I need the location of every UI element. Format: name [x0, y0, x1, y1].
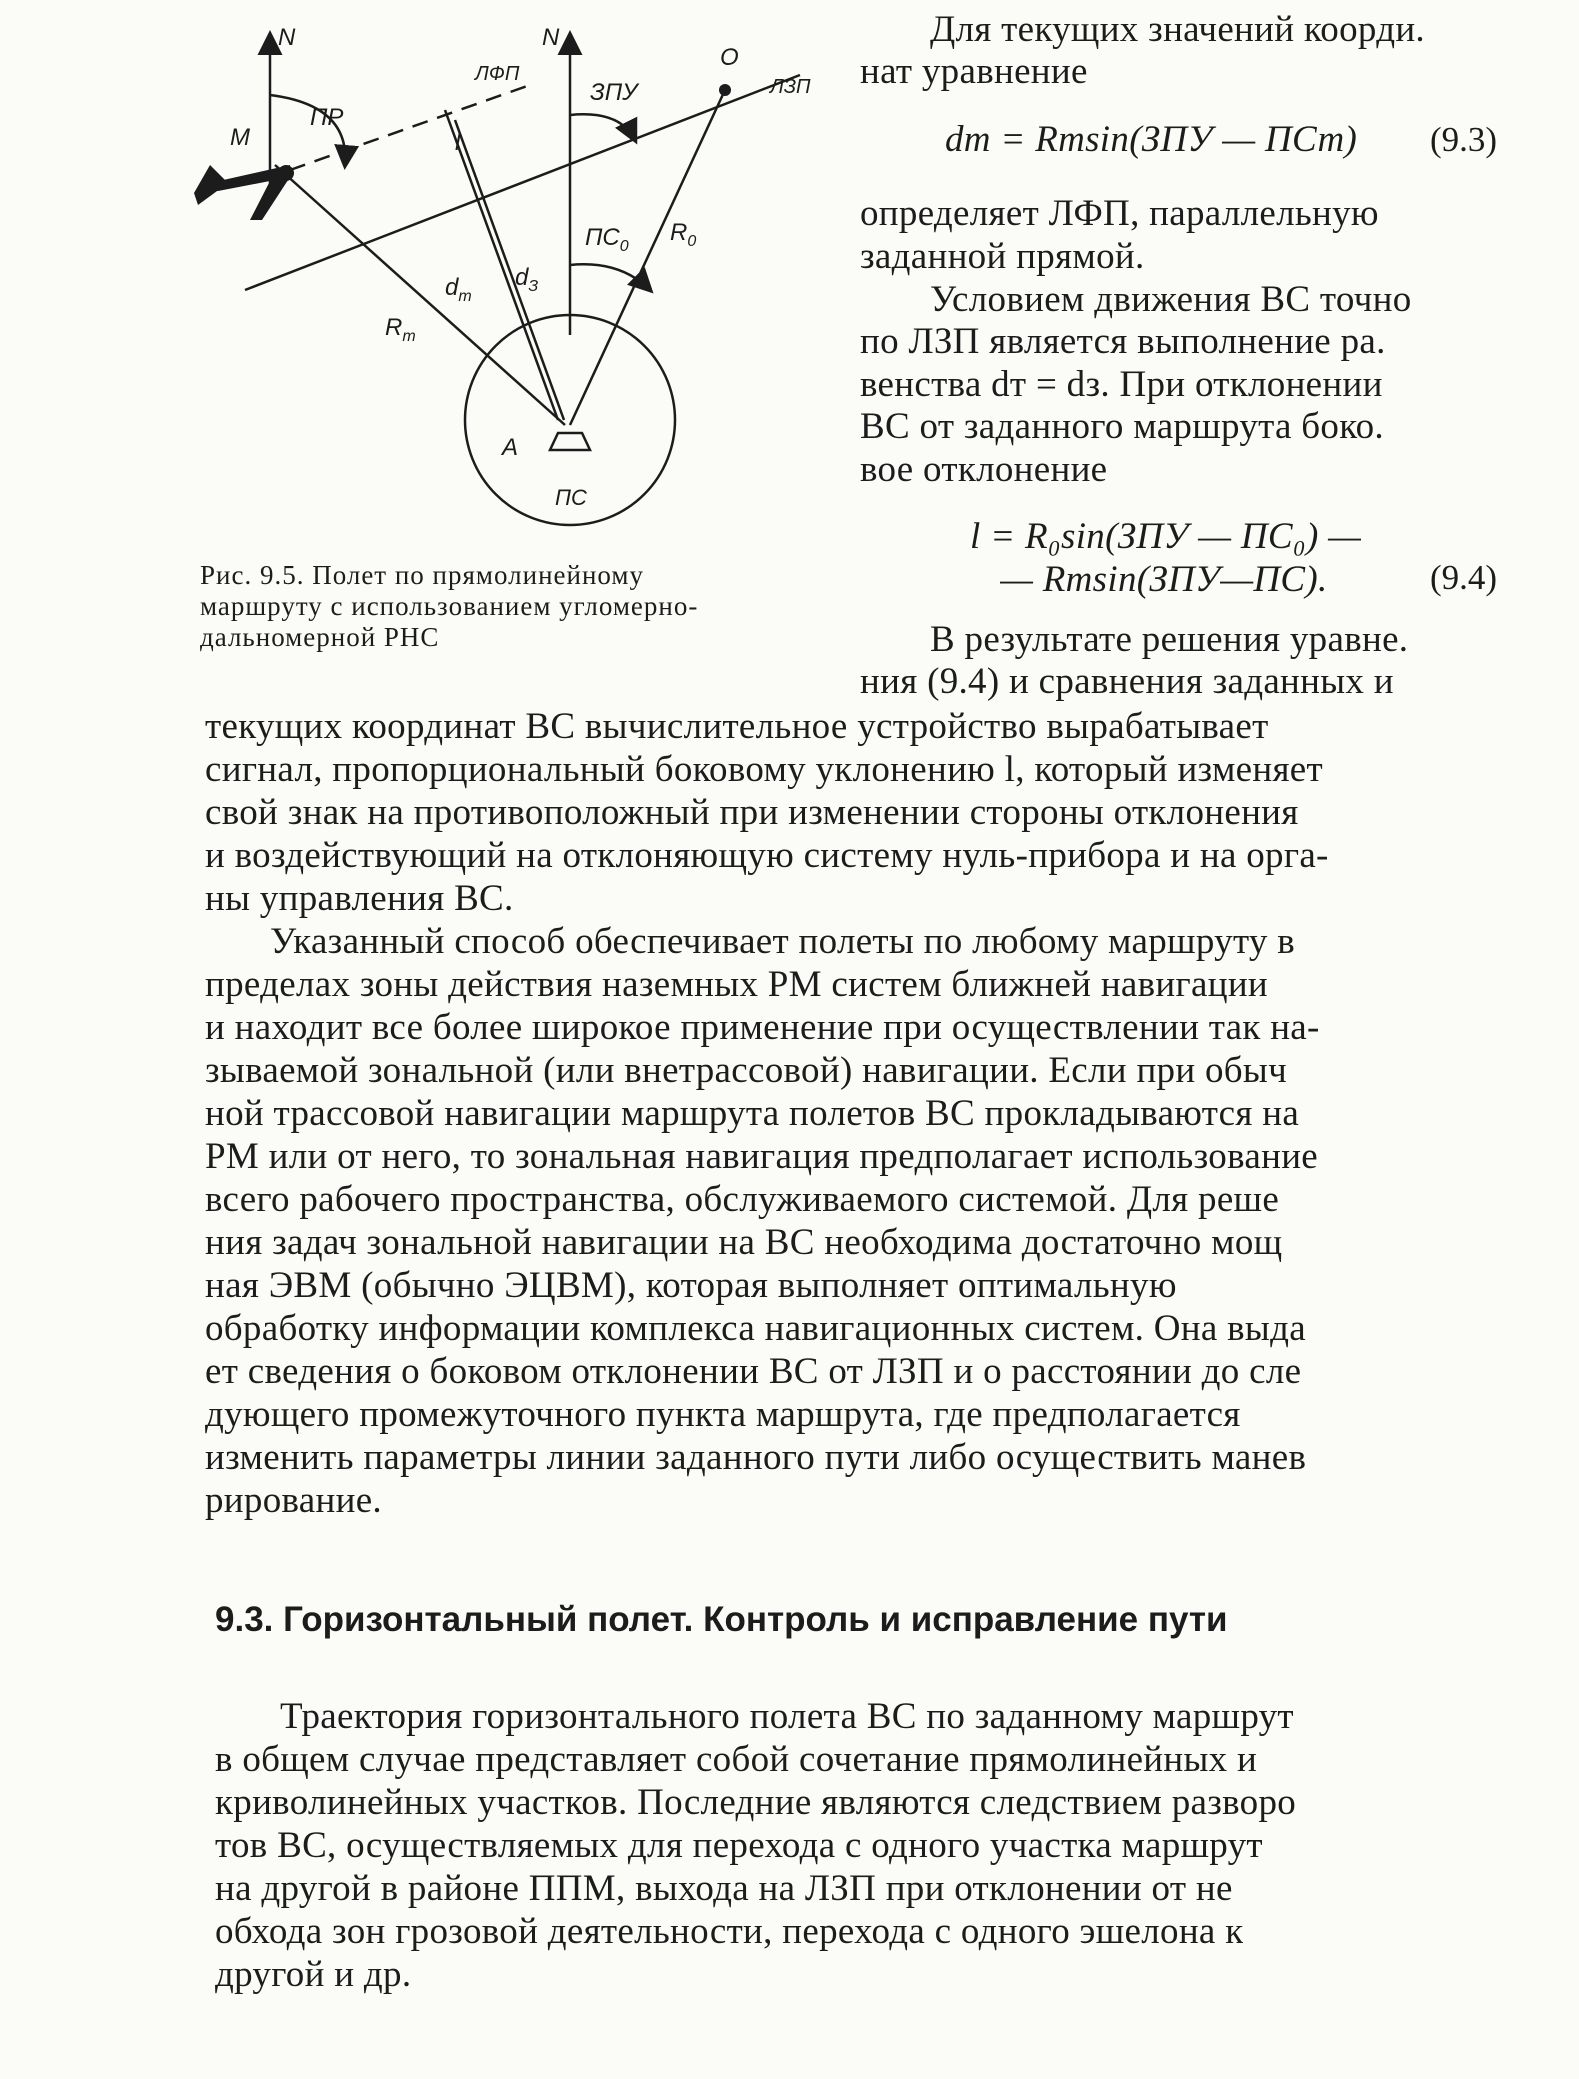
equation-9-4-line1: l = R₀sin(ЗПУ — ПС₀) —: [970, 516, 1362, 557]
label-l: l: [455, 129, 461, 156]
label-n-left: N: [278, 24, 296, 51]
caption-line: маршруту с использованием угломерно-: [200, 591, 699, 621]
label-dt: $d_т$: [445, 274, 472, 305]
station-symbol: [550, 433, 590, 450]
text-line: изменить параметры линии заданного пути либо осуществить манев: [205, 1437, 1307, 1478]
label-m: М: [230, 124, 250, 151]
label-ps0: $ПС_0$: [585, 224, 629, 255]
text-line: ной трассовой навигации маршрута полетов ВС прокладываются на: [205, 1093, 1300, 1134]
text-line: текущих координат ВС вычислительное устройство вырабатывает: [205, 706, 1269, 747]
label-lfp: ЛФП: [475, 63, 520, 85]
text-line: в общем случае представляет собой сочетание прямолинейных и: [215, 1739, 1258, 1780]
section-text: [215, 1695, 1505, 2035]
text-line: вое отклонение: [860, 449, 1108, 490]
text-line: дующего промежуточного пункта маршрута, где предполагается: [205, 1394, 1241, 1435]
aircraft-icon: [194, 165, 294, 220]
text-line: ВС от заданного маршрута боко.: [860, 406, 1384, 447]
text-line: Условием движения ВС точно: [930, 279, 1412, 320]
r0-line: [570, 90, 725, 425]
figure-caption: [200, 560, 840, 653]
text-line: обработку информации комплекса навигационных систем. Она выда: [205, 1308, 1306, 1349]
label-n-center: N: [542, 24, 560, 51]
text-line: всего рабочего пространства, обслуживаемого системой. Для реше: [205, 1179, 1280, 1220]
text-line: и воздействующий на отклоняющую систему нуль-прибора и на орга-: [205, 835, 1329, 876]
label-o: О: [720, 44, 739, 71]
text-line: другой и др.: [215, 1954, 412, 1995]
dt-line: [445, 110, 558, 420]
text-line: заданной прямой.: [860, 236, 1145, 277]
text-line: РМ или от него, то зональная навигация предполагает использование: [205, 1136, 1319, 1177]
text-line: ная ЭВМ (обычно ЭЦВМ), которая выполняет оптимальную: [205, 1265, 1177, 1306]
text-line: пределах зоны действия наземных РМ систем ближней навигации: [205, 964, 1269, 1005]
text-line: свой знак на противоположный при изменении стороны отклонения: [205, 792, 1299, 833]
label-lzp: ЛЗП: [770, 76, 811, 98]
caption-line: дальномерной РНС: [200, 622, 440, 652]
equation-9-4-line2: — Rтsin(ЗПУ—ПС).: [1000, 559, 1328, 600]
text-line: ны управления ВС.: [205, 878, 514, 919]
text-line: зываемой зональной (или внетрассовой) навигации. Если при обыч: [205, 1050, 1287, 1091]
text-line: В результате решения уравне.: [930, 619, 1409, 660]
waypoint-o-dot: [719, 84, 731, 96]
label-dz: $d_З$: [515, 264, 539, 295]
rt-line: [275, 165, 565, 425]
right-column: [860, 0, 1500, 720]
text-line: определяет ЛФП, параллельную: [860, 193, 1379, 234]
text-line: обхода зон грозовой деятельности, перехода с одного эшелона к: [215, 1911, 1244, 1952]
equation-number: (9.4): [1430, 558, 1498, 597]
text-line: сигнал, пропорциональный боковому уклонению l, который изменяет: [205, 749, 1323, 790]
text-line: ния задач зональной навигации на ВС необходима достаточно мощ: [205, 1222, 1283, 1263]
text-line: нат уравнение: [860, 51, 1088, 92]
body-text: [205, 705, 1505, 1525]
text-line: рирование.: [205, 1480, 382, 1521]
text-line: по ЛЗП является выполнение ра.: [860, 321, 1386, 362]
text-line: Указанный способ обеспечивает полеты по любому маршруту в: [270, 921, 1296, 962]
section-heading: 9.3. Горизонтальный полет. Контроль и исправление пути: [215, 1600, 1228, 1639]
equation-9-3: dт = Rтsin(ЗПУ — ПСт): [945, 119, 1358, 160]
label-rt: $R_т$: [385, 314, 416, 345]
label-r0: $R_0$: [670, 219, 697, 250]
caption-line: Рис. 9.5. Полет по прямолинейному: [200, 560, 644, 590]
text-line: криволинейных участков. Последние являются следствием разворо: [215, 1782, 1297, 1823]
text-line: и находит все более широкое применение при осуществлении так на-: [205, 1007, 1320, 1048]
text-line: ет сведения о боковом отклонении ВС от ЛЗП и о расстоянии до сле: [205, 1351, 1302, 1392]
text-line: тов ВС, осуществляемых для перехода с одного участка маршрут: [215, 1825, 1263, 1866]
text-line: Для текущих значений коорди.: [930, 9, 1425, 50]
label-pr: ПР: [310, 104, 344, 131]
zpu-arc: [570, 114, 635, 140]
label-a: А: [502, 434, 519, 461]
text-line: венства dт = dз. При отклонении: [860, 364, 1383, 405]
navigation-diagram: [190, 15, 840, 535]
text-line: Траектория горизонтального полета ВС по заданному маршрут: [280, 1696, 1294, 1737]
label-ps: ПС: [555, 485, 587, 510]
label-zpu: ЗПУ: [590, 79, 638, 106]
text-line: ния (9.4) и сравнения заданных и: [860, 661, 1394, 702]
equation-number: (9.3): [1430, 120, 1498, 159]
text-line: на другой в районе ППМ, выхода на ЛЗП при отклонении от не: [215, 1868, 1233, 1909]
